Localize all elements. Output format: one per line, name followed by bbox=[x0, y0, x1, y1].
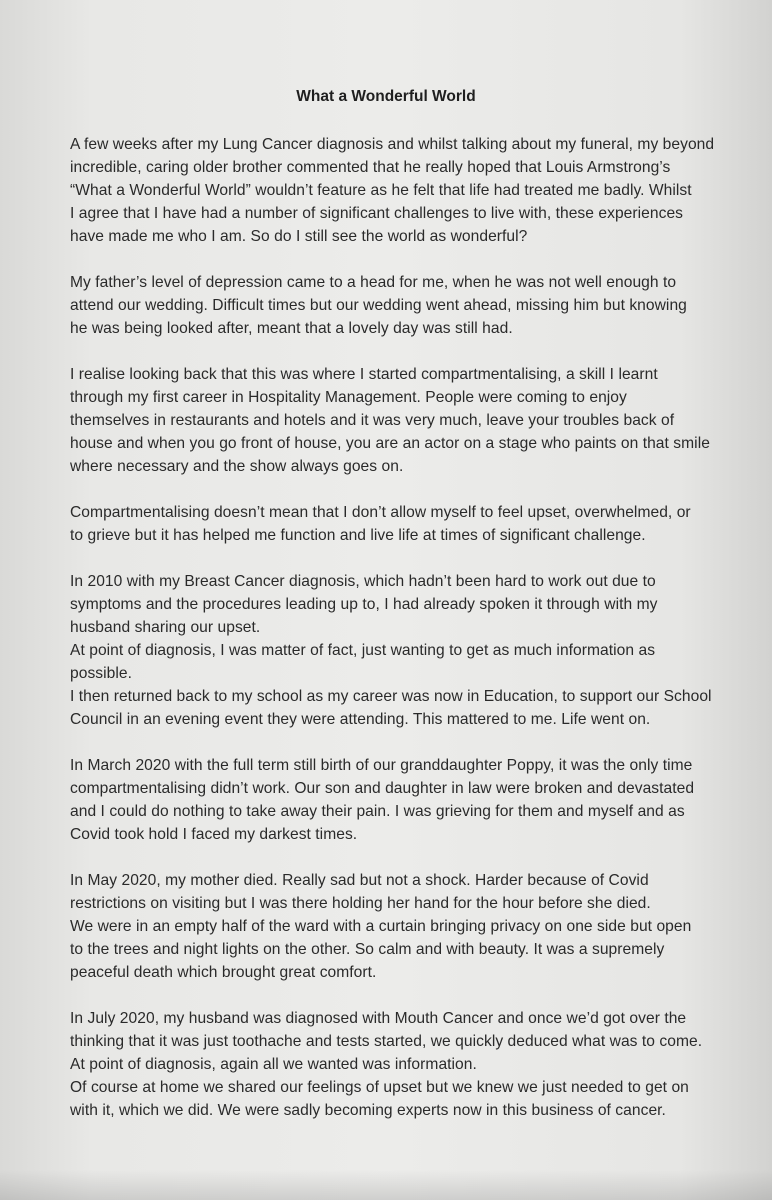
text-line: through my first career in Hospitality Management. People were coming to enjoy bbox=[70, 389, 627, 406]
text-line: At point of diagnosis, I was matter of fact, just wanting to get as much information as bbox=[70, 642, 656, 659]
text-line: In 2010 with my Breast Cancer diagnosis, which hadn’t been hard to work out due to bbox=[70, 573, 656, 590]
text-line: My father’s level of depression came to a head for me, when he was not well enough to bbox=[70, 274, 677, 291]
text-line: In March 2020 with the full term still birth of our granddaughter Poppy, it was the only time bbox=[70, 757, 693, 774]
text-line: where necessary and the show always goes on. bbox=[70, 458, 404, 475]
text-line: In July 2020, my husband was diagnosed with Mouth Cancer and once we’d got over the bbox=[70, 1010, 687, 1027]
text-line: possible. bbox=[70, 665, 132, 682]
text-line: “What a Wonderful World” wouldn’t feature as he felt that life had treated me badly. Whilst bbox=[70, 182, 692, 199]
text-line: he was being looked after, meant that a lovely day was still had. bbox=[70, 320, 513, 337]
text-line: thinking that it was just toothache and tests started, we quickly deduced what was to come. bbox=[70, 1033, 703, 1050]
text-line: I realise looking back that this was where I started compartmentalising, a skill I learnt bbox=[70, 366, 658, 383]
paragraph bbox=[70, 501, 732, 547]
paragraph bbox=[70, 363, 732, 478]
paragraph bbox=[70, 271, 732, 340]
text-line: A few weeks after my Lung Cancer diagnosis and whilst talking about my funeral, my beyond bbox=[70, 136, 715, 153]
text-line: peaceful death which brought great comfort. bbox=[70, 964, 377, 981]
text-line: and I could do nothing to take away their pain. I was grieving for them and myself and as bbox=[70, 803, 685, 820]
text-line: I agree that I have had a number of significant challenges to live with, these experiences bbox=[70, 205, 684, 222]
text-line: house and when you go front of house, you are an actor on a stage who paints on that smile bbox=[70, 435, 710, 452]
paragraph bbox=[70, 869, 732, 984]
text-line: husband sharing our upset. bbox=[70, 619, 261, 636]
text-line: In May 2020, my mother died. Really sad but not a shock. Harder because of Covid bbox=[70, 872, 649, 889]
text-line: Compartmentalising doesn’t mean that I don’t allow myself to feel upset, overwhelmed, or bbox=[70, 504, 691, 521]
paragraph bbox=[70, 1007, 732, 1122]
text-line: I then returned back to my school as my career was now in Education, to support our School bbox=[70, 688, 712, 705]
paragraph bbox=[70, 133, 732, 248]
text-line: compartmentalising didn’t work. Our son and daughter in law were broken and devastated bbox=[70, 780, 695, 797]
text-line: to grieve but it has helped me function and live life at times of significant challenge. bbox=[70, 527, 646, 544]
text-line: incredible, caring older brother commented that he really hoped that Louis Armstrong’s bbox=[70, 159, 671, 176]
text-line: attend our wedding. Difficult times but our wedding went ahead, missing him but knowing bbox=[70, 297, 687, 314]
text-line: with it, which we did. We were sadly becoming experts now in this business of cancer. bbox=[70, 1102, 666, 1119]
text-line: We were in an empty half of the ward with a curtain bringing privacy on one side but open bbox=[70, 918, 692, 935]
text-line: restrictions on visiting but I was there holding her hand for the hour before she died. bbox=[70, 895, 651, 912]
text-line: symptoms and the procedures leading up to, I had already spoken it through with my bbox=[70, 596, 658, 613]
text-line: Council in an evening event they were attending. This mattered to me. Life went on. bbox=[70, 711, 651, 728]
paragraph bbox=[70, 754, 732, 846]
text-line: At point of diagnosis, again all we wanted was information. bbox=[70, 1056, 477, 1073]
text-line: Covid took hold I faced my darkest times. bbox=[70, 826, 358, 843]
text-line: have made me who I am. So do I still see the world as wonderful? bbox=[70, 228, 528, 245]
text-line: themselves in restaurants and hotels and it was very much, leave your troubles back of bbox=[70, 412, 675, 429]
text-line: to the trees and night lights on the other. So calm and with beauty. It was a supremely bbox=[70, 941, 665, 958]
document-body bbox=[70, 133, 732, 1122]
text-line: Of course at home we shared our feelings of upset but we knew we just needed to get on bbox=[70, 1079, 689, 1096]
document-title: What a Wonderful World bbox=[296, 88, 476, 105]
paragraph bbox=[70, 570, 732, 731]
